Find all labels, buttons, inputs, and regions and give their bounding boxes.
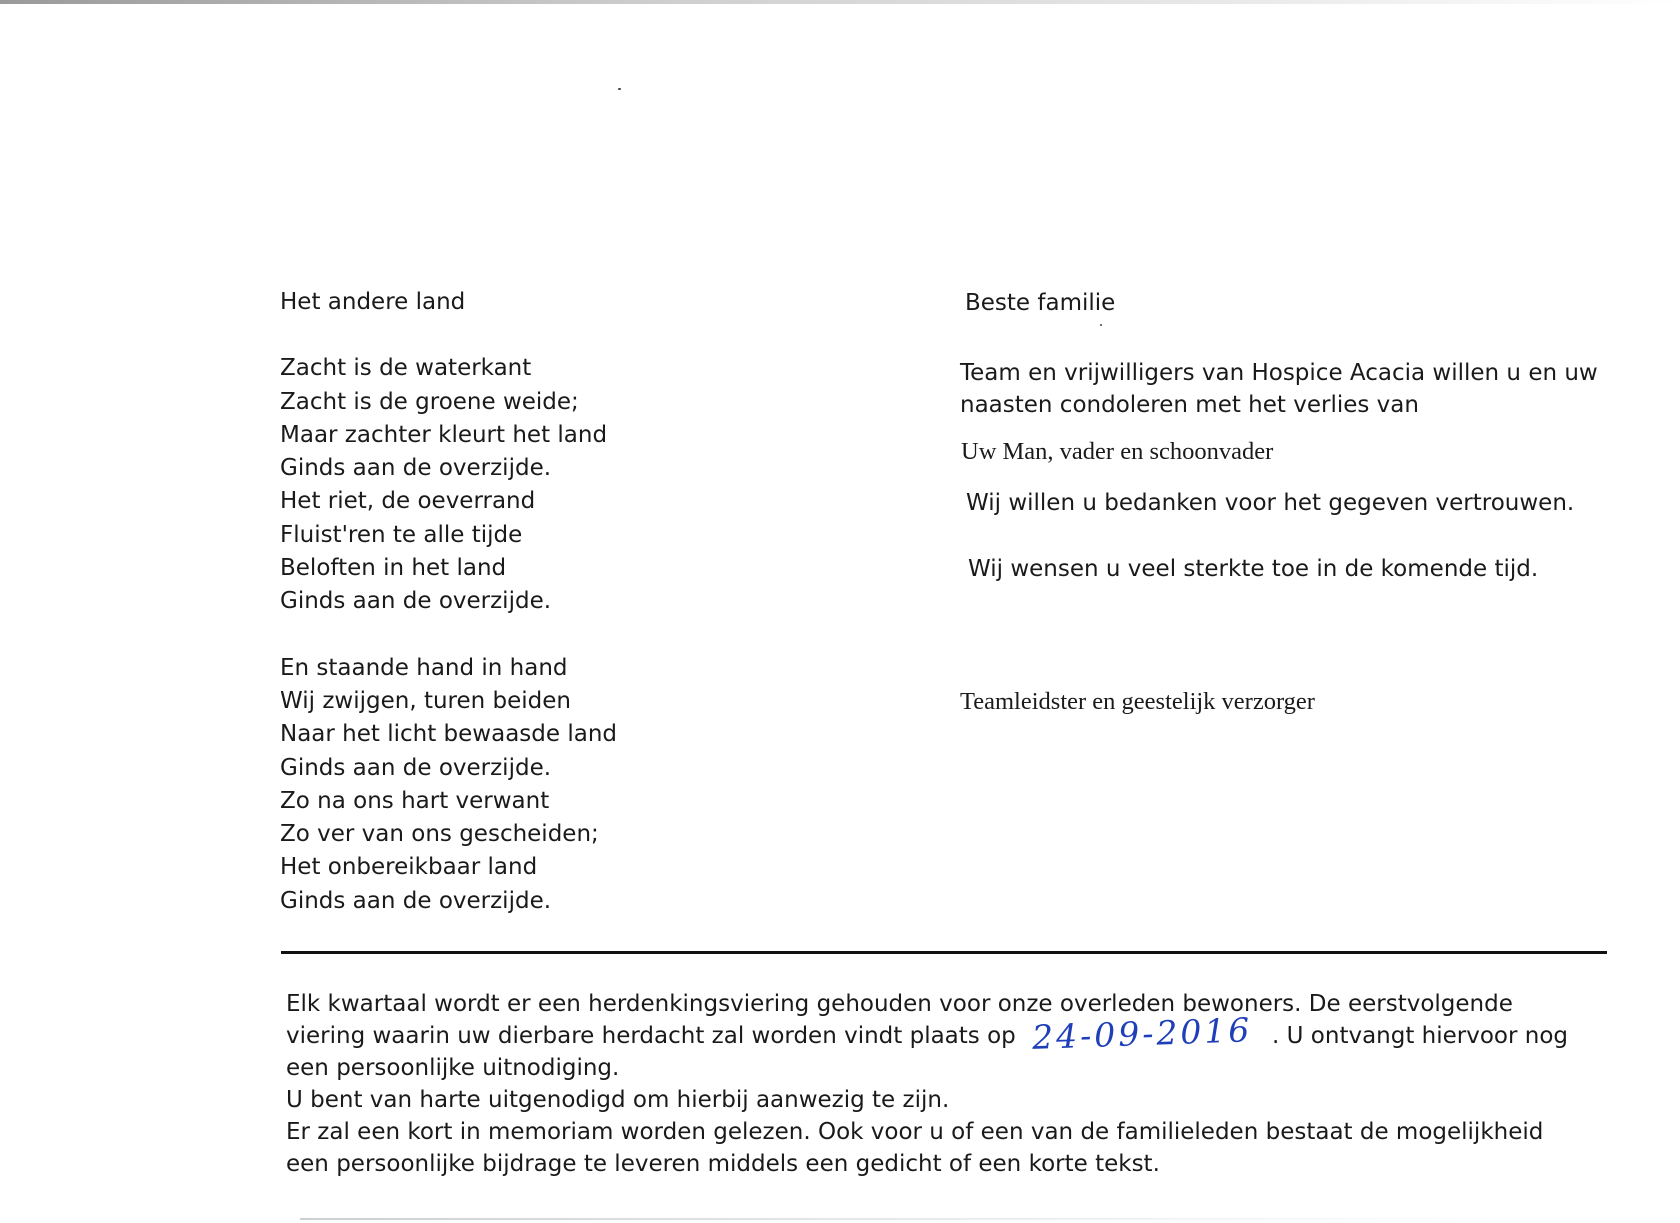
scan-edge-top [0, 0, 1680, 4]
memorial-notice [286, 988, 1616, 1180]
poem [280, 286, 880, 951]
notice-text: . U ontvangt hiervoor nog [1272, 1023, 1569, 1049]
poem-title: Het andere land [280, 289, 466, 315]
handwritten-date: 24-09-2016 [1031, 1010, 1253, 1057]
notice-line: een persoonlijke uitnodiging. [286, 1055, 620, 1081]
poem-line: Maar zachter kleurt het land [280, 421, 608, 448]
salutation: Beste familie [965, 290, 1116, 316]
poem-line: Zacht is de waterkant [280, 355, 532, 382]
poem-line: Zo ver van ons gescheiden; [280, 821, 599, 848]
signature: Teamleidster en geestelijk verzorger [960, 688, 1315, 715]
poem-stanza-2 [280, 652, 880, 918]
poem-line: En staande hand in hand [280, 654, 568, 681]
poem-line: Beloften in het land [280, 555, 507, 582]
poem-line: Ginds aan de overzijde. [280, 887, 552, 914]
poem-line: Wij zwijgen, turen beiden [280, 687, 571, 714]
thanks-text: Wij willen u bedanken voor het gegeven vertrouwen. [966, 490, 1575, 516]
notice-text: viering waarin uw dierbare herdacht zal worden vindt plaats op [286, 1023, 1016, 1049]
scan-edge-bottom [300, 1218, 1500, 1220]
notice-line: een persoonlijke bijdrage te leveren middels een gedicht of een korte tekst. [286, 1151, 1160, 1177]
poem-line: Ginds aan de overzijde. [280, 588, 552, 615]
poem-line: Ginds aan de overzijde. [280, 455, 552, 482]
notice-line: Er zal een kort in memoriam worden gelezen. Ook voor u of een van de familieleden bestaat de mogelijkheid [286, 1119, 1544, 1145]
team-text: Team en vrijwilligers van Hospice Acacia willen u en uw naasten condoleren met het verlies van [960, 360, 1598, 418]
poem-line: Zo na ons hart verwant [280, 787, 550, 814]
poem-line: Fluist'ren te alle tijde [280, 521, 523, 548]
poem-line: Ginds aan de overzijde. [280, 754, 552, 781]
deceased-relation: Uw Man, vader en schoonvader [961, 438, 1274, 465]
scan-speck [1100, 324, 1102, 326]
poem-line: Het riet, de oeverrand [280, 488, 536, 515]
poem-line: Het onbereikbaar land [280, 854, 538, 881]
poem-line: Naar het licht bewaasde land [280, 721, 618, 748]
wishes-text: Wij wensen u veel sterkte toe in de komende tijd. [968, 556, 1539, 582]
divider [281, 951, 1607, 954]
scan-speck [618, 88, 621, 90]
poem-stanza-1 [280, 352, 880, 618]
notice-line-with-date [286, 1010, 1616, 1057]
poem-line: Zacht is de groene weide; [280, 388, 579, 415]
notice-line: Elk kwartaal wordt er een herdenkingsviering gehouden voor onze overleden bewoners. De eerstvolgende [286, 991, 1513, 1017]
notice-line: U bent van harte uitgenodigd om hierbij aanwezig te zijn. [286, 1087, 950, 1113]
